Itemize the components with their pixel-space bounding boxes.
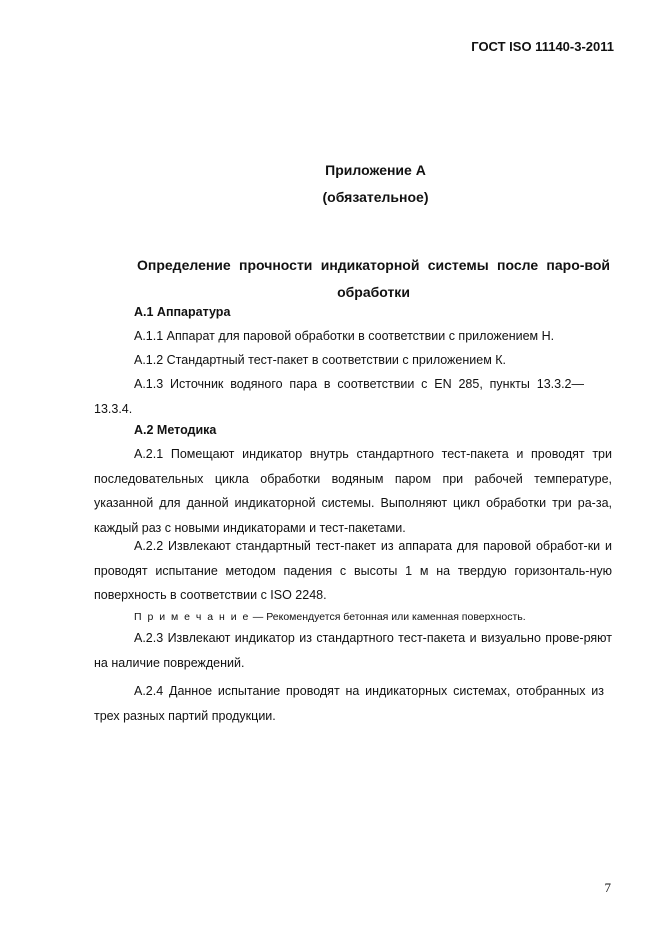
clause-a2-4 [94,679,604,728]
clause-a2-3-text: А.2.3 Извлекают индикатор из стандартного тест-пакета и визуально прове-ряют на наличие повреждений. [94,631,612,670]
clause-a1-2: А.1.2 Стандартный тест-пакет в соответствии с приложением К. [134,353,507,367]
section-heading-a1: А.1 Аппаратура [134,305,231,319]
clause-a2-4-text: А.2.4 Данное испытание проводят на индикаторных системах, отобранных из трех разных партий продукции. [94,684,604,723]
clause-a2-2-text: А.2.2 Извлекают стандартный тест-пакет из аппарата для паровой обработ-ки и проводят испытание методом падения с высоты 1 м на твердую горизонталь-ную поверхность в соответствии с ISO 2248. [94,539,612,602]
clause-a2-2 [94,534,612,608]
annex-main-title: Определение прочности индикаторной системы после паро-вой обработки [137,257,610,300]
section-heading-a2: А.2 Методика [134,423,217,437]
annex-type: (обязательное) [322,189,429,205]
note-text: — Рекомендуется бетонная или каменная поверхность. [249,611,526,623]
note [134,609,526,625]
clause-a1-3 [94,372,584,421]
page-number: 7 [604,880,611,895]
document-code: ГОСТ ISO 11140-3-2011 [471,39,614,54]
clause-a2-1-text: А.2.1 Помещают индикатор внутрь стандартного тест-пакета и проводят три последовательных цикла обработки водяным паром при рабочей температуре, указанной для данной индикаторной системы. Выполняют цикл обработки три ра-за, каждый раз с новыми индикаторами и тест-пакетами. [94,447,612,535]
clause-a1-1: А.1.1 Аппарат для паровой обработки в соответствии с приложением Н. [134,329,555,343]
clause-a2-1 [94,442,612,540]
clause-a1-3-text: А.1.3 Источник водяного пара в соответствии с EN 285, пункты 13.3.2— 13.3.4. [94,377,584,416]
clause-a2-3 [94,626,612,675]
note-label: П р и м е ч а н и е [134,611,250,623]
annex-title: Приложение А [325,162,426,178]
